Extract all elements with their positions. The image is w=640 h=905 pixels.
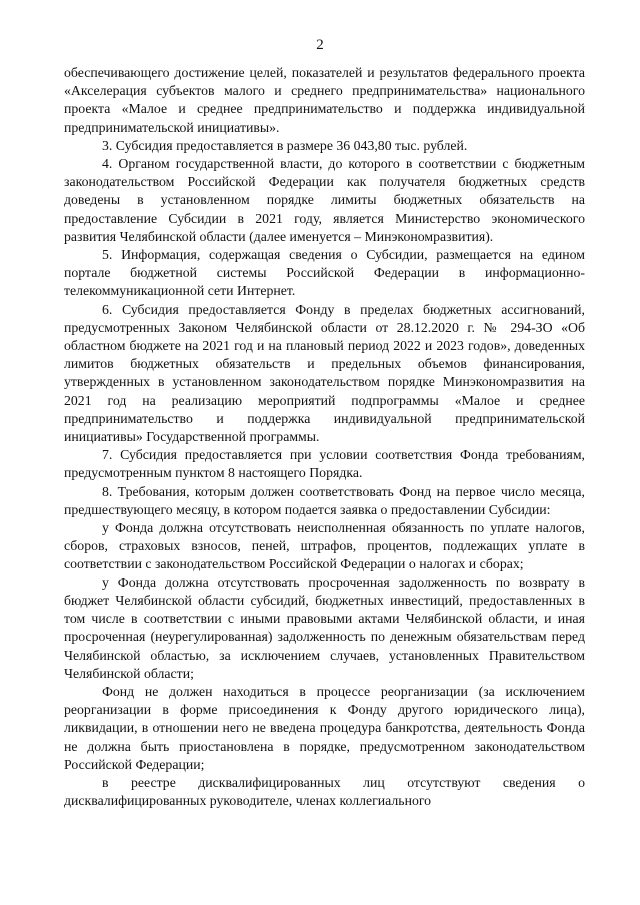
paragraph: 3. Субсидия предоставляется в размере 36 043,80 тыс. рублей. [102, 137, 468, 153]
paragraph: 7. Субсидия предоставляется при условии соответствия Фонда требованиям, предусмотренным пунктом 8 настоящего Порядка. [64, 447, 585, 481]
paragraph: Фонд не должен находиться в процессе реорганизации (за исключением реорганизации в форме присоединения к Фонду другого юридического лица), ликвидации, в отношении него не введена процедура банкротства, деятельность Фонда не должна быть приостановлена в порядке, предусмотренном законодательством Российской Федерации; [64, 683, 585, 772]
paragraph: 5. Информация, содержащая сведения о Субсидии, размещается на едином портале бюджетной системы Российской Федерации в информационно-телекоммуникационной сети Интернет. [64, 247, 585, 299]
paragraph: 8. Требования, которым должен соответствовать Фонд на первое число месяца, предшествующего месяцу, в котором подается заявка о предоставлении Субсидии: [64, 483, 585, 517]
paragraph: у Фонда должна отсутствовать неисполненная обязанность по уплате налогов, сборов, страховых взносов, пеней, штрафов, процентов, подлежащих уплате в соответствии с законодательством Российской Федерации о налогах и сборах; [64, 520, 585, 572]
document-body [64, 64, 585, 810]
page-number: 2 [316, 37, 324, 53]
paragraph: обеспечивающего достижение целей, показателей и результатов федерального проекта «Акселерация субъектов малого и среднего предпринимательства» национального проекта «Малое и среднее предпринимательство и поддержка индивидуальной предпринимательской инициативы». [64, 65, 585, 135]
paragraph: 4. Органом государственной власти, до которого в соответствии с бюджетным законодательством Российской Федерации как получателя бюджетных средств доведены в установленном порядке лимиты бюджетных обязательств на предоставление Субсидии в 2021 году, является Министерство экономического развития Челябинской области (далее именуется – Минэкономразвития). [64, 156, 585, 244]
paragraph: у Фонда должна отсутствовать просроченная задолженность по возврату в бюджет Челябинской области субсидий, бюджетных инвестиций, предоставленных в том числе в соответствии с иными правовыми актами Челябинской области, и иная просроченная (неурегулированная) задолженность по денежным обязательствам перед Челябинской областью, за исключением случаев, установленных Правительством Челябинской области; [64, 574, 585, 681]
paragraph: в реестре дисквалифицированных лиц отсутствуют сведения о дисквалифицированных руководителе, членах коллегиального [64, 774, 585, 809]
paragraph: 6. Субсидия предоставляется Фонду в пределах бюджетных ассигнований, предусмотренных Законом Челябинской области от 28.12.2020 г. № 294-ЗО «Об областном бюджете на 2021 год и на плановый период 2022 и 2023 годов», доведенных лимитов бюджетных обязательств и предельных объемов финансирования, утвержденных в установленном законодательством порядке Минэкономразвития на 2021 год на реализацию мероприятий подпрограммы «Малое и среднее предпринимательство и поддержка индивидуальной предпринимательской инициативы» Государственной программы. [64, 301, 585, 445]
